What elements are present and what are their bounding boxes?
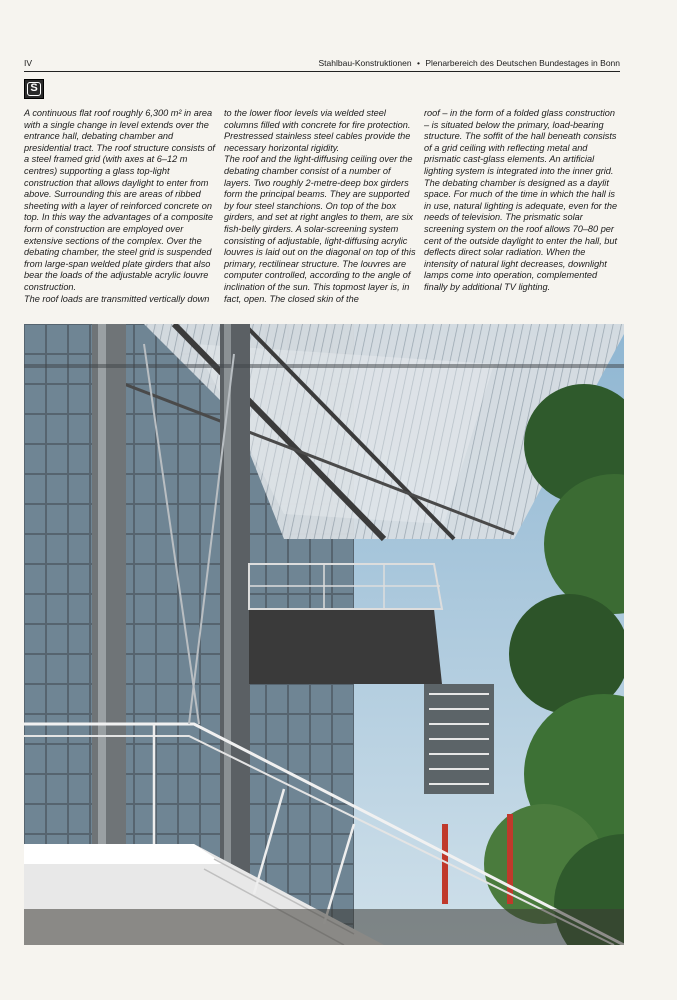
paragraph: A continuous flat roof roughly 6,300 m² in area with a single change in level extends over the entrance hall, debating chamber and presidential tract. The roof structure consists of a steel framed grid (with axes at 6–12 m centres) supporting a glass top-light construction that allows daylight to enter from above. Surrounding this are areas of ribbed sheeting with a layer of reinforced concrete on top. In this way the advantages of a composite form of construction are employed over extensive sections of the complex. Over the debating chamber, the steel grid is suspended from large-span welded plate girders that also bear the loads of the adjustable acrylic louvre construction. bbox=[24, 108, 215, 292]
header-rule bbox=[24, 71, 620, 72]
article-body bbox=[24, 108, 620, 305]
logo-letter: S bbox=[27, 82, 41, 96]
section-logo-icon bbox=[24, 79, 44, 99]
title-separator: • bbox=[416, 58, 420, 68]
location-title: Plenarbereich des Deutschen Bundestages in Bonn bbox=[425, 58, 620, 68]
paragraph: The roof loads are transmitted vertically down bbox=[24, 293, 210, 304]
paragraph: to the lower floor levels via welded steel columns filled with concrete for fire protection. Prestressed stainless steel cables provide the necessary horizontal rigidity. bbox=[224, 108, 411, 153]
page-number: IV bbox=[24, 58, 33, 68]
text-column-2 bbox=[224, 108, 420, 305]
text-column-1 bbox=[24, 108, 220, 305]
text-column-3 bbox=[424, 108, 620, 305]
paragraph: The debating chamber is designed as a daylit space. For much of the time in which the hall is in use, natural lighting is adequate, even for the needs of television. The prismatic solar screening system on the roof allows 70–80 per cent of the outside daylight to enter the hall, but deflects direct solar radiation. When the intensity of natural light decreases, downlight lamps come into operation, complemented finally by additional TV lighting. bbox=[424, 177, 618, 292]
running-title bbox=[318, 58, 620, 68]
photo-illustration bbox=[24, 324, 624, 945]
paragraph: roof – in the form of a folded glass construction – is situated below the primary, load-bearing structure. The soffit of the hall beneath consists of a grid ceiling with reflecting metal and prismatic cast-glass elements. An artificial lighting system is integrated into the inner grid. bbox=[424, 108, 617, 176]
building-photograph bbox=[24, 324, 624, 945]
paragraph: The roof and the light-diffusing ceiling over the debating chamber consist of a number of layers. Two roughly 2-metre-deep box girders form the principal beams. They are supported by four steel stanchions. On top of the box girders, and set at right angles to them, are six fish-belly girders. A solar-screening system consisting of adjustable, light-diffusing acrylic louvres is laid out on the diagonal on top of this primary, rectilinear structure. The louvres are computer controlled, according to the angle of inclination of the sun. This topmost layer is, in fact, open. The closed skin of the bbox=[224, 154, 416, 304]
running-header bbox=[24, 58, 620, 72]
series-title: Stahlbau-Konstruktionen bbox=[318, 58, 412, 68]
